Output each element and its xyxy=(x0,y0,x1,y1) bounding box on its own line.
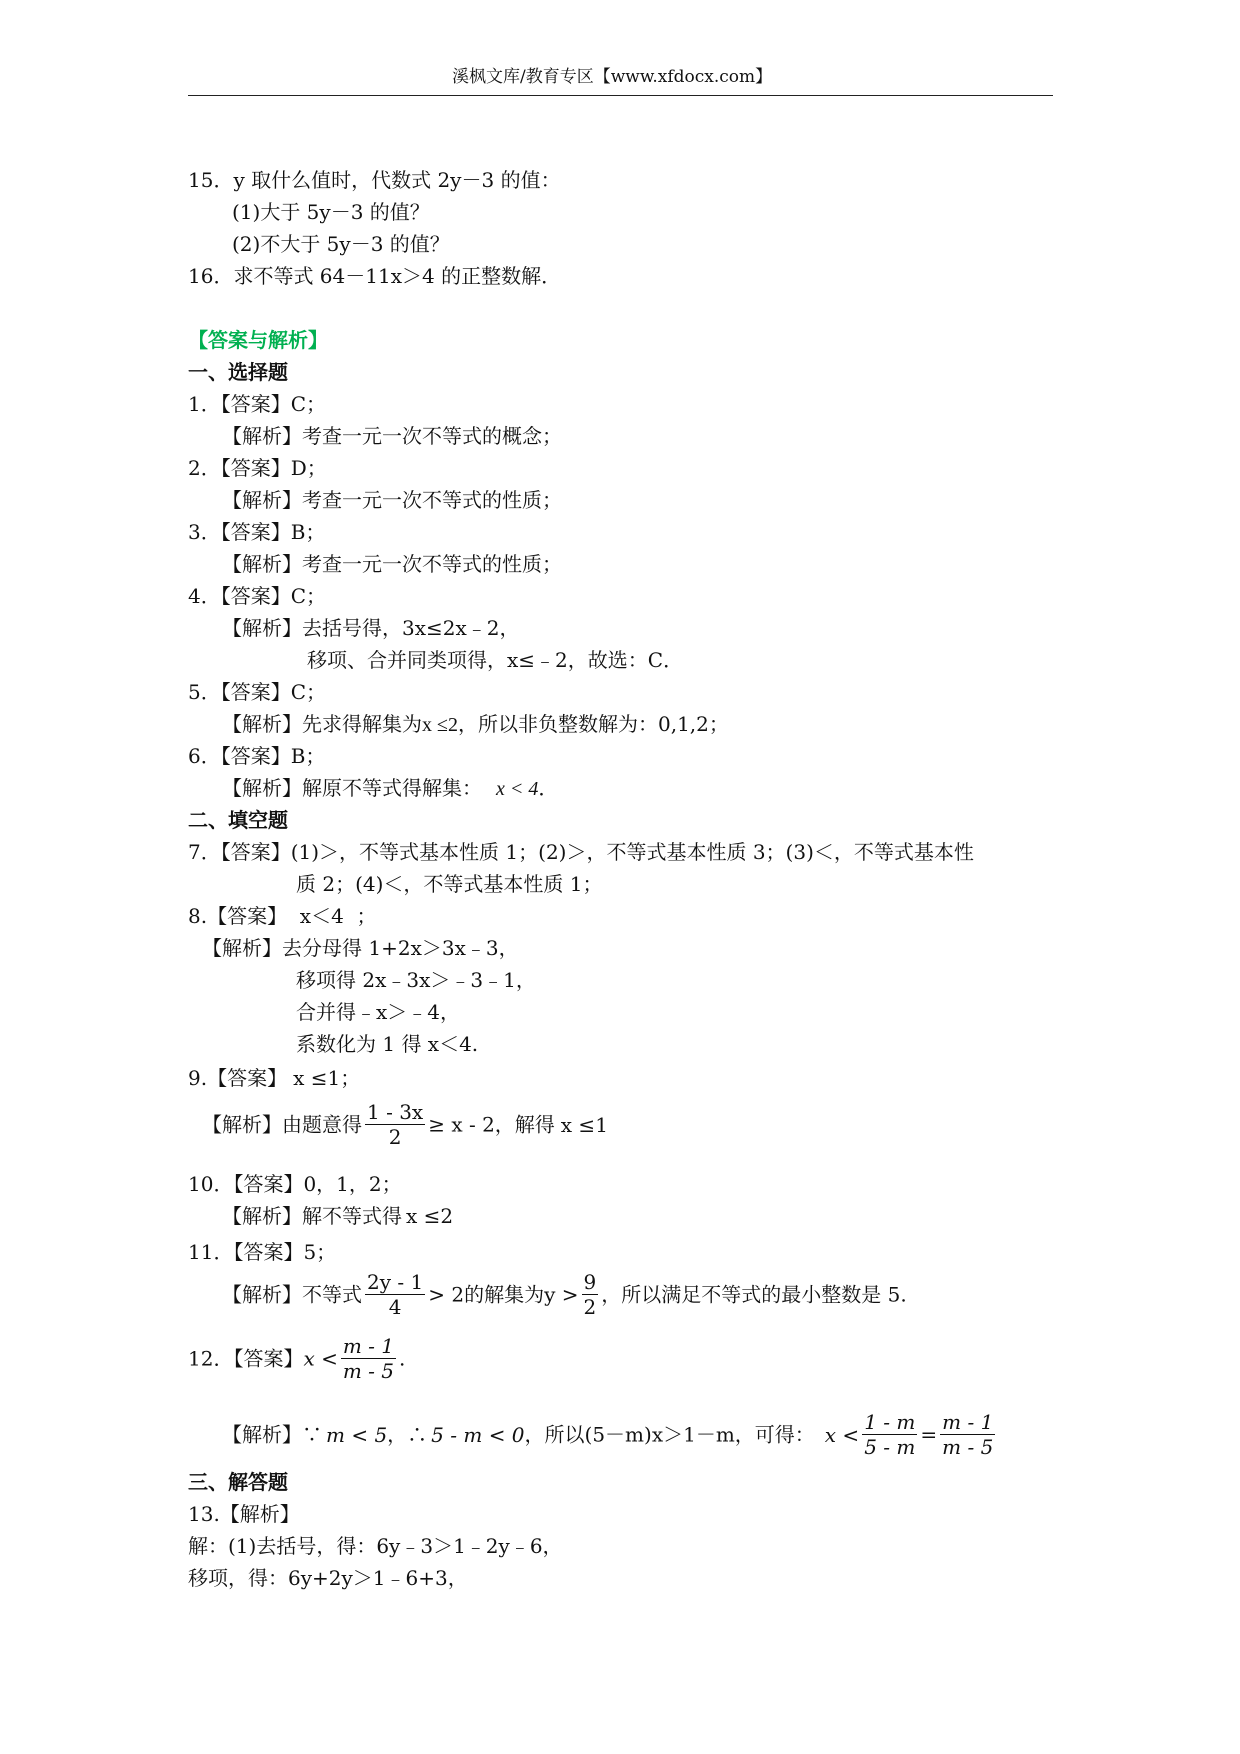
explanation-12-mid: ，所以(5－m)x＞1－m，可得： xyxy=(524,1422,815,1447)
fraction-numerator: 9 xyxy=(583,1270,597,1294)
explanation-8-line-2: 移项得 2x﹣3x＞﹣3﹣1， xyxy=(296,968,536,992)
fraction-numerator: m - 1 xyxy=(342,1334,395,1358)
explanation-3: 【解析】考查一元一次不等式的性质； xyxy=(222,552,562,576)
solution-13-line-2: 移项，得：6y+2y＞1﹣6+3， xyxy=(188,1566,468,1590)
explanation-9-math: x ≤1 xyxy=(560,1112,608,1137)
fraction-numerator: 1 - 3x xyxy=(367,1100,424,1124)
question-15-part-1: (1)大于 5y－3 的值？ xyxy=(232,200,430,224)
explanation-6-text: 【解析】解原不等式得解集： xyxy=(222,776,482,800)
fraction-numerator: 1 - m xyxy=(864,1410,916,1434)
answer-12 xyxy=(188,1334,405,1383)
explanation-8-line-3: 合并得﹣x＞﹣4， xyxy=(296,1000,461,1024)
explanation-5-tail: ，所以非负整数解为：0,1,2； xyxy=(457,712,729,736)
explanation-12-eq: = xyxy=(920,1422,938,1447)
answer-12-x: x < xyxy=(303,1346,338,1371)
fraction-denominator: 4 xyxy=(388,1295,402,1319)
explanation-11-gt: > 2 xyxy=(428,1282,465,1307)
explanation-2: 【解析】考查一元一次不等式的性质； xyxy=(222,488,562,512)
explanation-12-text: 【解析】∵ xyxy=(222,1422,322,1447)
explanation-5-text: 【解析】先求得解集为 xyxy=(222,712,422,736)
fraction-denominator: 2 xyxy=(388,1125,402,1149)
fraction-numerator: m - 1 xyxy=(942,1410,994,1434)
explanation-12 xyxy=(222,1410,998,1459)
explanation-10 xyxy=(222,1202,453,1230)
answer-13: 13.【解析】 xyxy=(188,1502,300,1526)
section-heading-fill: 二、填空题 xyxy=(188,808,288,832)
explanation-9-text: 【解析】由题意得 xyxy=(202,1112,362,1137)
answer-7-line-2: 质 2；(4)＜，不等式基本性质 1； xyxy=(296,872,603,896)
answer-10: 10．【答案】0，1，2； xyxy=(188,1172,402,1196)
answer-1: 1．【答案】C； xyxy=(188,392,327,416)
explanation-11-fraction-2 xyxy=(582,1270,599,1319)
explanation-8-line-4: 系数化为 1 得 x＜4. xyxy=(296,1032,479,1056)
explanation-9-mid: ≥ x - 2，解得 xyxy=(428,1112,555,1137)
answer-2: 2．【答案】D； xyxy=(188,456,327,480)
question-15-part-2: (2)不大于 5y－3 的值？ xyxy=(232,232,450,256)
question-16: 16．求不等式 64－11x＞4 的正整数解． xyxy=(188,264,562,288)
fraction-denominator: m - 5 xyxy=(342,1359,395,1383)
answer-7-line-1: 7．【答案】(1)＞，不等式基本性质 1；(2)＞，不等式基本性质 3；(3)＜，不等式基本性 xyxy=(188,840,974,864)
explanation-6 xyxy=(222,774,558,803)
answer-4: 4．【答案】C； xyxy=(188,584,327,608)
answer-9-math: x ≤1 xyxy=(293,1066,341,1090)
answers-title: 【答案与解析】 xyxy=(188,328,328,352)
explanation-11-text: 【解析】不等式 xyxy=(222,1282,362,1307)
answer-8: 8.【答案】 x＜4 ； xyxy=(188,904,377,928)
explanation-12-math-2: 5 - m < 0 xyxy=(431,1422,525,1447)
explanation-12-math-1: m < 5 xyxy=(326,1422,388,1447)
section-heading-solve: 三、解答题 xyxy=(188,1470,288,1494)
explanation-12-fraction-2 xyxy=(940,1410,995,1459)
explanation-10-text: 【解析】解不等式得 xyxy=(222,1204,402,1228)
answer-12-tail: . xyxy=(399,1346,406,1371)
explanation-11-tail: ，所以满足不等式的最小整数是 5. xyxy=(601,1282,907,1307)
fraction-denominator: 5 - m xyxy=(864,1435,916,1459)
explanation-11-y: y > xyxy=(544,1282,579,1307)
answer-9 xyxy=(188,1064,360,1092)
explanation-6-tail: ． xyxy=(538,776,559,800)
answer-11: 11．【答案】5； xyxy=(188,1240,337,1264)
explanation-11-mid: 的解集为 xyxy=(464,1282,545,1307)
page-header: 溪枫文库/教育专区【www.xfdocx.com】 xyxy=(452,67,773,87)
answer-6: 6．【答案】B； xyxy=(188,744,326,768)
explanation-5 xyxy=(222,710,729,739)
explanation-6-math: x < 4 xyxy=(496,778,539,800)
explanation-9-fraction xyxy=(365,1100,425,1149)
explanation-9 xyxy=(202,1100,608,1149)
explanation-12-x: x < xyxy=(824,1422,860,1447)
explanation-4-line-1: 【解析】去括号得，3x≤2x﹣2， xyxy=(222,616,520,640)
explanation-10-math: x ≤2 xyxy=(406,1204,454,1228)
explanation-12-fraction-1 xyxy=(862,1410,917,1459)
question-15: 15．y 取什么值时，代数式 2y－3 的值： xyxy=(188,168,561,192)
fraction-denominator: m - 5 xyxy=(942,1435,994,1459)
explanation-11 xyxy=(222,1270,907,1319)
explanation-12-sep: ，∴ xyxy=(387,1422,428,1447)
answer-12-label: 12．【答案】 xyxy=(188,1346,304,1371)
fraction-denominator: 2 xyxy=(583,1295,597,1319)
section-heading-choice: 一、选择题 xyxy=(188,360,288,384)
explanation-1: 【解析】考查一元一次不等式的概念； xyxy=(222,424,562,448)
answer-3: 3．【答案】B； xyxy=(188,520,326,544)
answer-9-label: 9.【答案】 xyxy=(188,1066,288,1090)
answer-12-fraction xyxy=(341,1334,396,1383)
explanation-8-line-1: 【解析】去分母得 1+2x＞3x﹣3， xyxy=(202,936,519,960)
header-rule xyxy=(188,95,1053,96)
explanation-4-line-2: 移项、合并同类项得，x≤﹣2，故选：C． xyxy=(307,648,684,672)
explanation-11-fraction xyxy=(365,1270,425,1319)
solution-13-line-1: 解：(1)去括号，得：6y﹣3＞1﹣2y﹣6， xyxy=(188,1534,563,1558)
answer-9-tail: ； xyxy=(340,1066,361,1090)
answer-5: 5．【答案】C； xyxy=(188,680,327,704)
explanation-5-math: x ≤2 xyxy=(422,714,458,736)
fraction-numerator: 2y - 1 xyxy=(367,1270,424,1294)
